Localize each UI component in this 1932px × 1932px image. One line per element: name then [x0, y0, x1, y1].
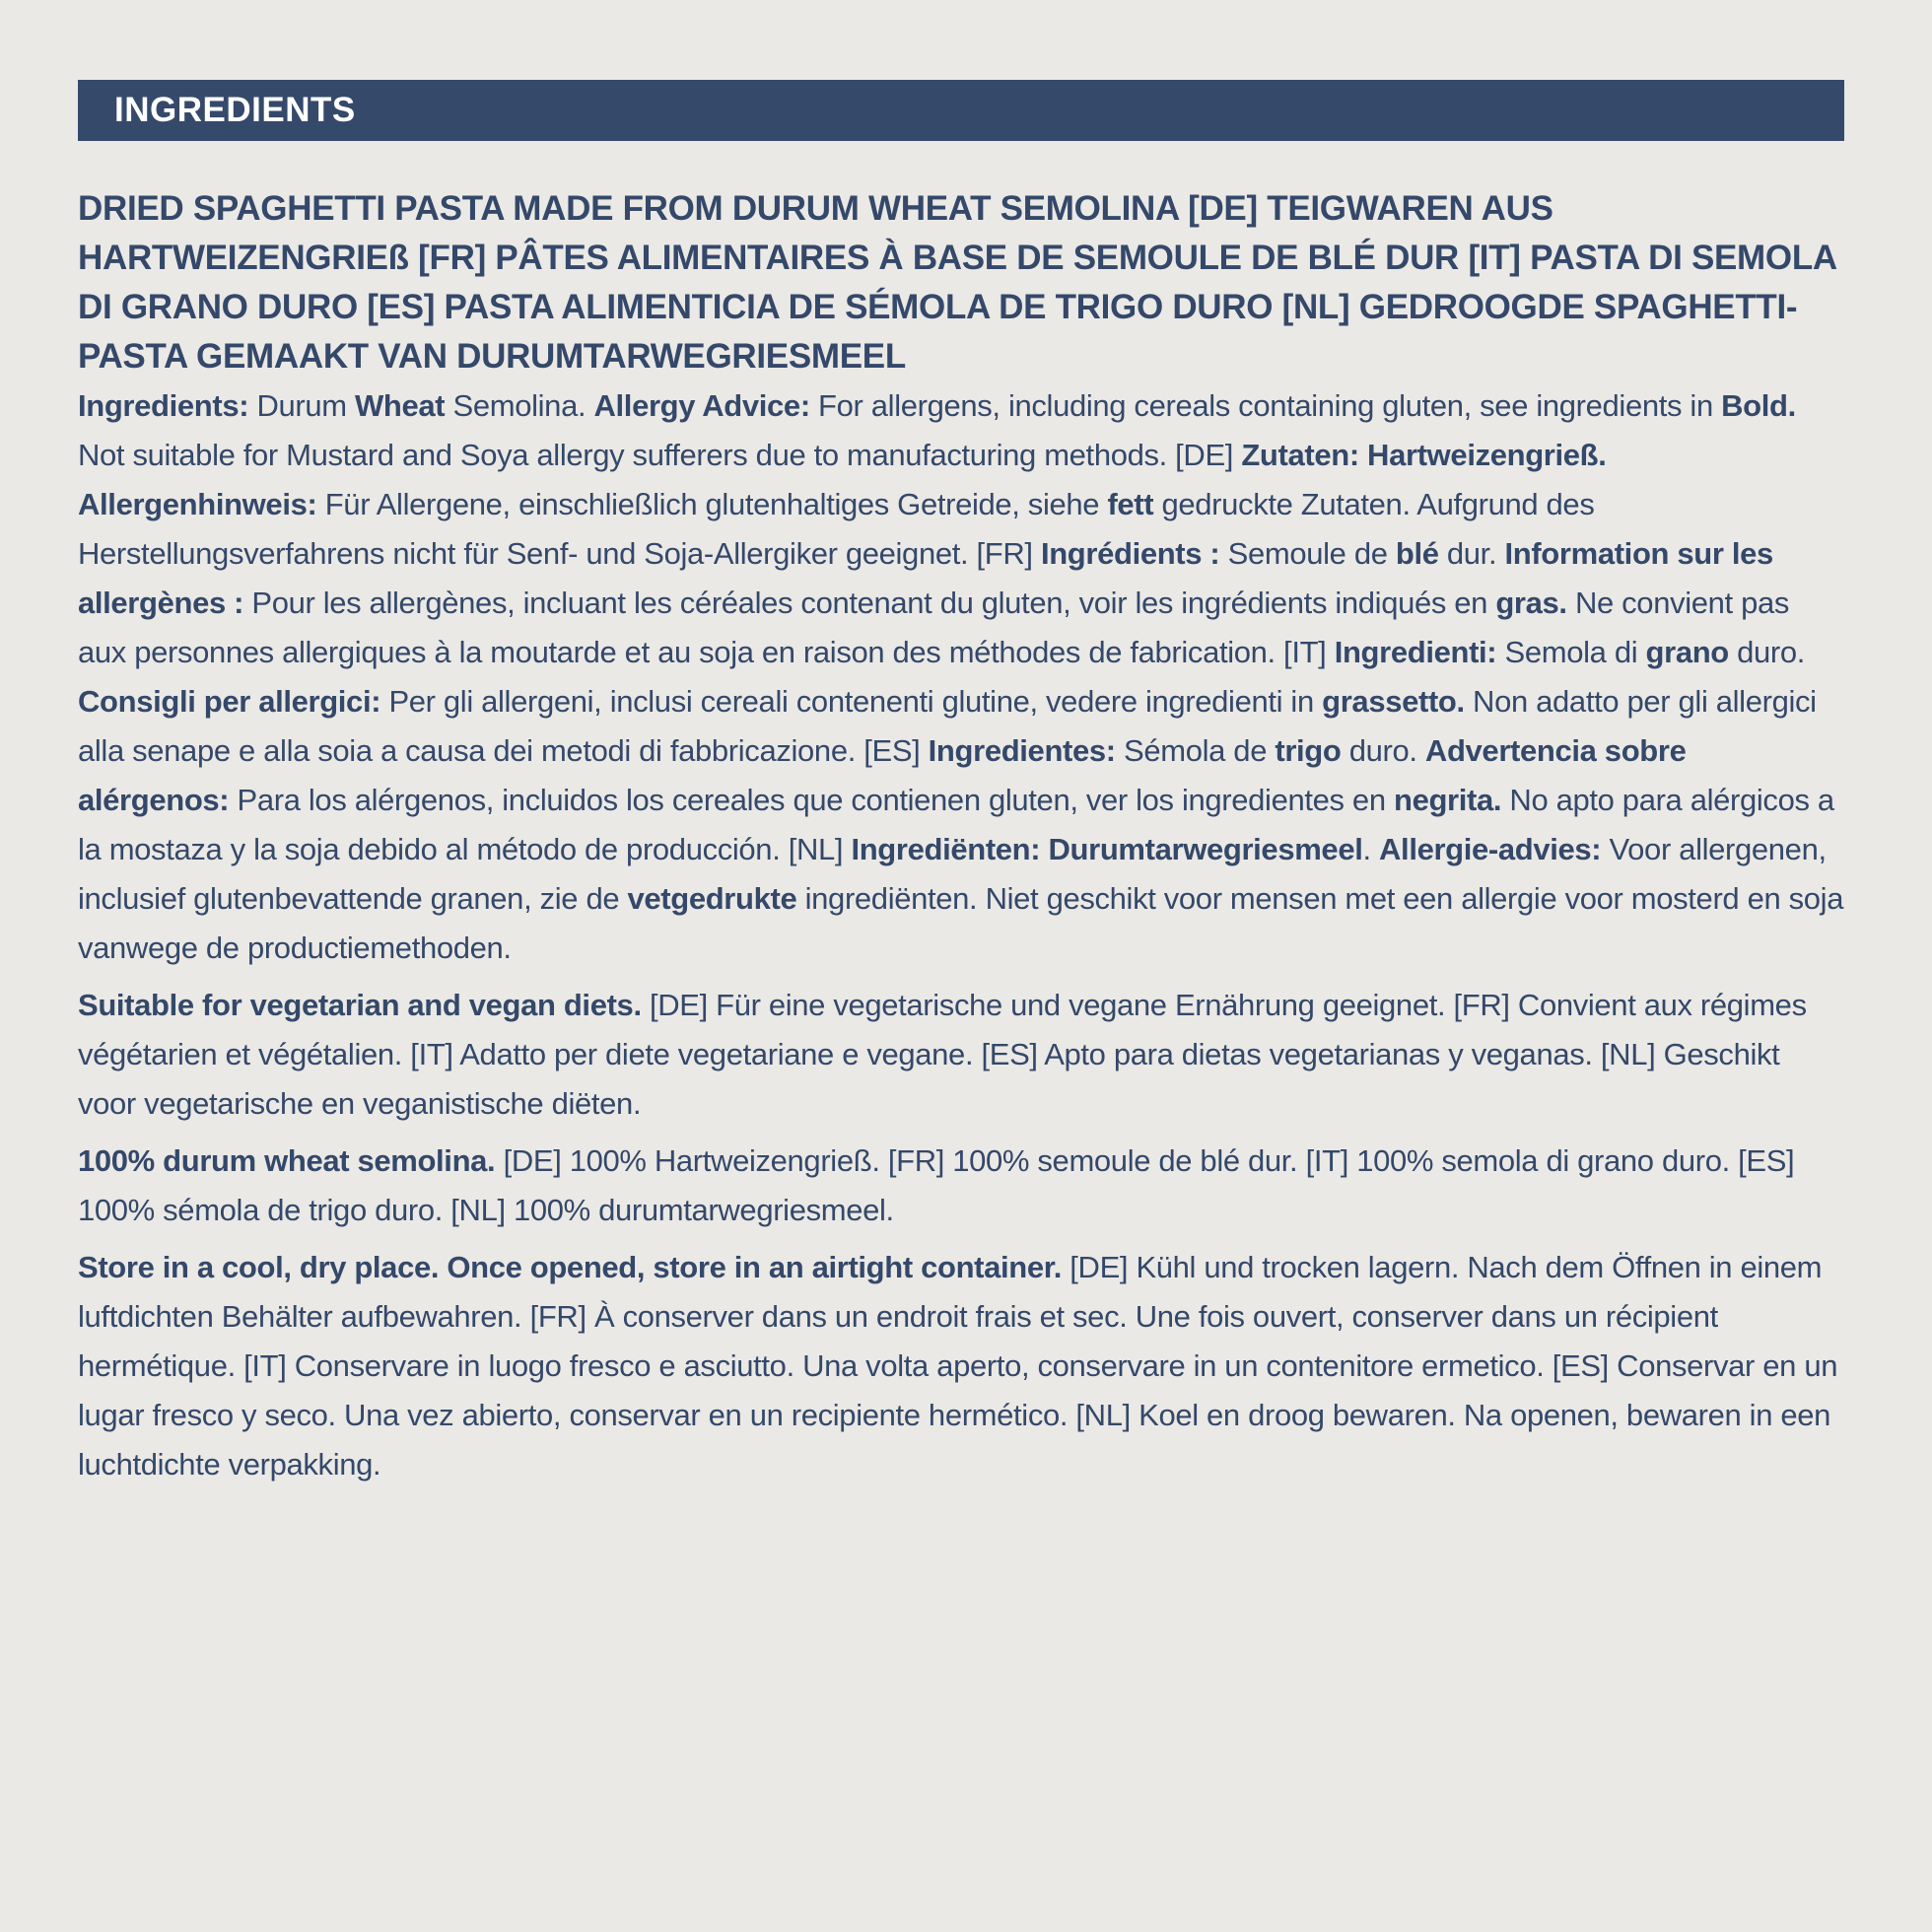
text-segment: duro. — [1341, 733, 1425, 768]
text-segment: Für Allergene, einschließlich glutenhaltiges Getreide, siehe — [316, 487, 1108, 521]
section-header-bar — [78, 80, 1844, 141]
text-segment: [DE] 100% Hartweizengrieß. [FR] 100% semoule de blé dur. [IT] 100% semola di grano duro. [ES] 100% sémola de trigo duro. [NL] 100% durumtarwegriesmeel. — [78, 1143, 1795, 1227]
bold-text-segment: Suitable for vegetarian and vegan diets. — [78, 988, 642, 1022]
bold-text-segment: blé — [1395, 536, 1439, 571]
bold-text-segment: Ingrédients : — [1040, 536, 1220, 571]
text-segment: Voor allergenen, inclusief glutenbevattende granen, zie de — [78, 832, 1827, 916]
text-segment: gedruckte Zutaten. Aufgrund des Herstellungsverfahrens nicht für Senf- und Soja-Allergiker geeignet. [FR] — [78, 487, 1595, 571]
bold-text-segment: Zutaten: Hartweizengrieß. Allergenhinweis: — [78, 438, 1607, 521]
bold-text-segment: Information sur les allergènes : — [78, 536, 1773, 620]
text-segment: [DE] Für eine vegetarische und vegane Ernährung geeignet. [FR] Convient aux régimes végétarien et végétalien. [IT] Adatto per diete vegetariane e vegane. [ES] Apto para dietas vegetarianas y veganas. [NL] Geschikt voor vegetarische en veganistische diëten. — [78, 988, 1807, 1121]
text-segment: Non adatto per gli allergici alla senape e alla soia a causa dei metodi di fabbricazione. [ES] — [78, 684, 1817, 768]
text-segment: Durum — [248, 388, 355, 423]
text-segment: Per gli allergeni, inclusi cereali contenenti glutine, vedere ingredienti in — [380, 684, 1323, 719]
bold-text-segment: Ingrediënten: Durumtarwegriesmeel — [851, 832, 1363, 866]
text-segment: [DE] Kühl und trocken lagern. Nach dem Öffnen in einem luftdichten Behälter aufbewahren. [FR] À conserver dans un endroit frais et sec. Une fois ouvert, conserver dans un récipient hermétique. [IT] Conservare in luogo fresco e asciutto. Una volta aperto, conservare in un contenitore ermetico. [ES] Conservar en un lugar fresco y seco. Una vez abierto, conservar en un recipiente hermético. [NL] Koel en droog bewaren. Na openen, bewaren in een luchtdichte verpakking. — [78, 1250, 1838, 1482]
text-segment: dur. — [1438, 536, 1505, 571]
text-segment: Semolina. — [445, 388, 594, 423]
bold-text-segment: trigo — [1275, 733, 1342, 768]
text-segment: Pour les allergènes, incluant les céréales contenant du gluten, voir les ingrédients indiqués en — [243, 586, 1496, 620]
bold-text-segment: Wheat — [355, 388, 446, 423]
bold-text-segment: Consigli per allergici: — [78, 684, 381, 719]
text-segment: . — [1362, 832, 1380, 866]
text-segment: No apto para alérgicos a la mostaza y la soja debido al método de producción. [NL] — [78, 783, 1834, 866]
text-segment: Not suitable for Mustard and Soya allergy sufferers due to manufacturing methods. [DE] — [78, 438, 1242, 472]
bold-text-segment: Ingredients: — [78, 388, 249, 423]
storage-paragraph — [78, 1243, 1844, 1489]
ingredients-allergy-paragraph — [78, 381, 1844, 973]
text-segment: For allergens, including cereals containing gluten, see ingredients in — [809, 388, 1722, 423]
product-name: DRIED SPAGHETTI PASTA MADE FROM DURUM WHEAT SEMOLINA [DE] TEIGWAREN AUS HARTWEIZENGRIEß [FR] PÂTES ALIMENTAIRES À BASE DE SEMOULE DE BLÉ DUR [IT] PASTA DI SEMOLA DI GRANO DURO [ES] PASTA ALIMENTICIA DE SÉMOLA DE TRIGO DURO [NL] GEDROOGDE SPAGHETTI-PASTA GEMAAKT VAN DURUMTARWEGRIESMEEL — [78, 189, 1836, 376]
text-segment: ingrediënten. Niet geschikt voor mensen met een allergie voor mosterd en soja vanwege de productiemethoden. — [78, 881, 1844, 965]
text-segment: duro. — [1728, 635, 1806, 669]
text-segment: Semoule de — [1219, 536, 1396, 571]
text-segment: Para los alérgenos, incluidos los cereales que contienen gluten, ver los ingredientes en — [229, 783, 1394, 817]
text-segment: Ne convient pas aux personnes allergiques à la moutarde et au soja en raison des méthodes de fabrication. [IT] — [78, 586, 1790, 669]
bold-text-segment: grano — [1645, 635, 1729, 669]
bold-text-segment: Advertencia sobre alérgenos: — [78, 733, 1687, 817]
bold-text-segment: fett — [1107, 487, 1154, 521]
composition-paragraph — [78, 1137, 1844, 1235]
ingredient-paragraphs — [78, 381, 1844, 1489]
bold-text-segment: Ingredientes: — [928, 733, 1116, 768]
bold-text-segment: grassetto. — [1322, 684, 1465, 719]
bold-text-segment: gras. — [1495, 586, 1567, 620]
bold-text-segment: vetgedrukte — [627, 881, 797, 916]
bold-text-segment: Allergy Advice: — [593, 388, 810, 423]
bold-text-segment: Store in a cool, dry place. Once opened, store in an airtight container. — [78, 1250, 1063, 1284]
bold-text-segment: 100% durum wheat semolina. — [78, 1143, 496, 1178]
bold-text-segment: negrita. — [1393, 783, 1502, 817]
text-segment: Sémola de — [1115, 733, 1276, 768]
bold-text-segment: Bold. — [1721, 388, 1796, 423]
text-segment: Semola di — [1496, 635, 1646, 669]
section-title: INGREDIENTS — [114, 91, 356, 129]
bold-text-segment: Allergie-advies: — [1379, 832, 1602, 866]
diet-suitability-paragraph — [78, 981, 1844, 1129]
ingredients-panel — [78, 80, 1844, 1489]
bold-text-segment: Ingredienti: — [1334, 635, 1497, 669]
